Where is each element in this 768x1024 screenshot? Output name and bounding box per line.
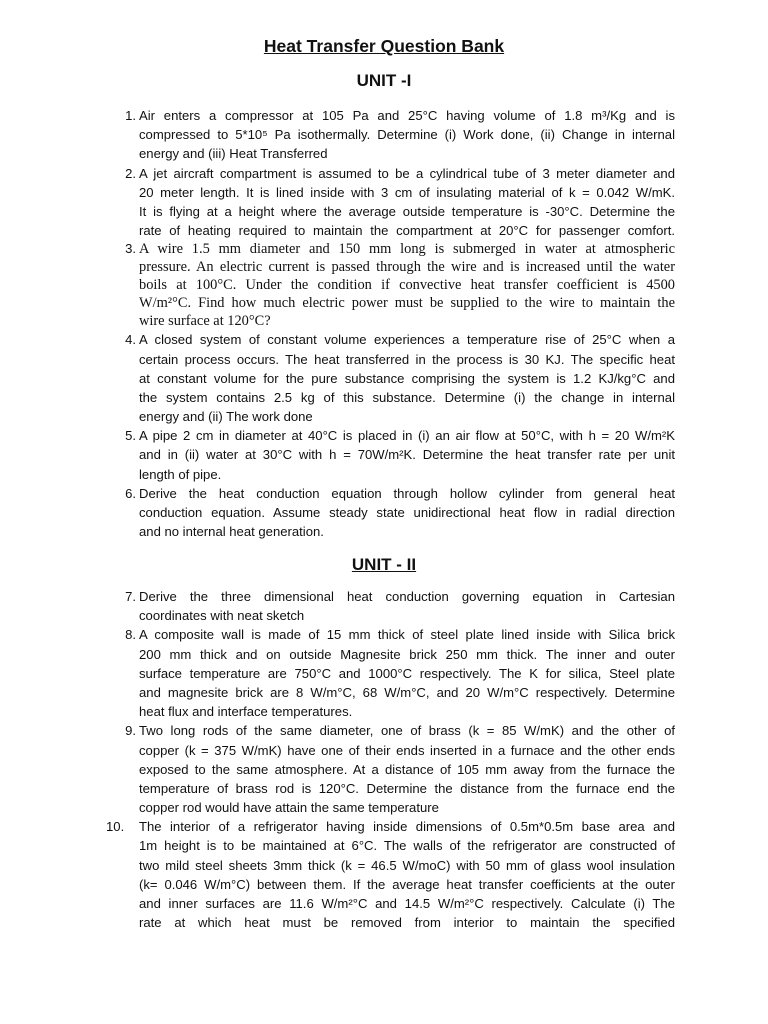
question-line: A closed system of constant volume experiences a temperature rise of 25°C when a xyxy=(139,332,675,348)
question-number: 7. xyxy=(125,589,136,604)
question-line: rate of heating required to maintain the compartment at 20°C for passenger comfort. xyxy=(139,223,675,239)
question-line: pressure. An electric current is passed through the wire and is increased until the water xyxy=(139,259,675,276)
question-number: 6. xyxy=(125,485,136,501)
question-1 xyxy=(110,106,675,164)
question-line: 1m height is to be maintained at 6°C. The walls of the refrigerator are constructed of xyxy=(139,838,675,854)
question-line: surface temperature are 750°C and 1000°C respectively. The K for silica, Steel plate xyxy=(139,665,675,681)
question-number: 2. xyxy=(125,165,136,181)
question-4 xyxy=(110,330,675,426)
question-line: heat flux and interface temperatures. xyxy=(139,704,353,720)
question-line: length of pipe. xyxy=(139,466,222,482)
question-line: wire surface at 120°C? xyxy=(139,313,271,330)
question-line: The interior of a refrigerator having inside dimensions of 0.5m*0.5m base area and xyxy=(139,819,675,835)
question-5 xyxy=(110,426,675,484)
question-line: Air enters a compressor at 105 Pa and 25°C having volume of 1.8 m³/Kg and is xyxy=(139,108,675,123)
unit-2-question-list xyxy=(106,587,675,932)
question-line: A pipe 2 cm in diameter at 40°C is placed in (i) an air flow at 50°C, with h = 20 W/m²K xyxy=(139,428,675,444)
question-line: and magnesite brick are 8 W/m°C, 68 W/m°C, and 20 W/m°C respectively. Determine xyxy=(139,684,675,700)
question-line: compressed to 5*10⁵ Pa isothermally. Determine (i) Work done, (ii) Change in internal xyxy=(139,127,675,143)
question-line: boils at 100°C. Under the condition if convective heat transfer coefficient is 4500 xyxy=(139,277,675,294)
question-line: conduction equation. Assume steady state unidirectional heat flow in radial direction xyxy=(139,505,675,520)
question-number: 4. xyxy=(125,332,136,348)
unit-2-heading: UNIT - II xyxy=(351,555,417,574)
question-line: coordinates with neat sketch xyxy=(139,608,305,624)
question-line: rate at which heat must be removed from interior to maintain the specified xyxy=(139,915,675,931)
question-10 xyxy=(106,817,675,932)
question-line: two mild steel sheets 3mm thick (k = 46.5 W/moC) with 50 mm of glass wool insulation xyxy=(139,857,675,873)
question-3 xyxy=(110,240,675,330)
question-line: Derive the heat conduction equation through hollow cylinder from general heat xyxy=(139,485,675,501)
question-line: A jet aircraft compartment is assumed to be a cylindrical tube of 3 meter diameter and xyxy=(139,165,675,181)
question-line: exposed to the same atmosphere. At a distance of 105 mm away from the furnace the xyxy=(139,761,675,777)
question-number: 8. xyxy=(125,627,136,643)
question-line: W/m²°C. Find how much electric power must be supplied to the wire to maintain the xyxy=(139,295,675,312)
document-title: Heat Transfer Question Bank xyxy=(263,36,505,56)
question-8 xyxy=(110,625,675,721)
question-line: and inner surfaces are 11.6 W/m²°C and 14.5 W/m²°C respectively. Calculate (i) The xyxy=(139,896,675,911)
question-line: A wire 1.5 mm diameter and 150 mm long is submerged in water at atmospheric xyxy=(139,241,675,258)
unit-1-heading: UNIT -I xyxy=(356,71,412,90)
question-7 xyxy=(110,587,675,625)
question-number: 3. xyxy=(125,241,136,257)
unit-1-question-list xyxy=(110,106,675,541)
question-number: 1. xyxy=(125,108,136,123)
question-line: copper rod would have attain the same temperature xyxy=(139,800,439,816)
question-line: and in (ii) water at 30°C with h = 70W/m²K. Determine the heat transfer rate per unit xyxy=(139,447,675,463)
question-2 xyxy=(110,164,675,241)
question-line: temperature of brass rod is 120°C. Determine the distance from the furnace end the xyxy=(139,780,675,796)
question-6 xyxy=(110,484,675,542)
question-line: certain process occurs. The heat transferred in the process is 30 KJ. The specific heat xyxy=(139,351,675,367)
question-number: 5. xyxy=(125,428,136,444)
question-line: energy and (iii) Heat Transferred xyxy=(139,146,328,162)
question-number: 10. xyxy=(106,819,125,835)
question-line: at constant volume for the pure substance comprising the system is 1.2 KJ/kg°C and xyxy=(139,370,675,386)
question-line: 20 meter length. It is lined inside with 3 cm of insulating material of k = 0.042 W/mK. xyxy=(139,184,675,200)
question-line: 200 mm thick and on outside Magnesite brick 250 mm thick. The inner and outer xyxy=(139,646,675,662)
question-line: A composite wall is made of 15 mm thick of steel plate lined inside with Silica brick xyxy=(139,627,675,643)
question-line: Two long rods of the same diameter, one of brass (k = 85 W/mK) and the other of xyxy=(139,723,675,739)
question-line: energy and (ii) The work done xyxy=(139,409,313,425)
question-line: copper (k = 375 W/mK) have one of their ends inserted in a furnace and the other ends xyxy=(139,742,675,758)
question-line: and no internal heat generation. xyxy=(139,524,324,540)
question-9 xyxy=(110,721,675,817)
question-line: the system contains 2.5 kg of this substance. Determine (i) the change in internal xyxy=(139,389,675,405)
question-line: (k= 0.046 W/m°C) between them. If the average heat transfer coefficients at the outer xyxy=(139,876,675,892)
question-line: It is flying at a height where the average outside temperature is -30°C. Determine the xyxy=(139,203,675,219)
question-line: Derive the three dimensional heat conduction governing equation in Cartesian xyxy=(139,589,675,604)
question-number: 9. xyxy=(125,723,136,739)
